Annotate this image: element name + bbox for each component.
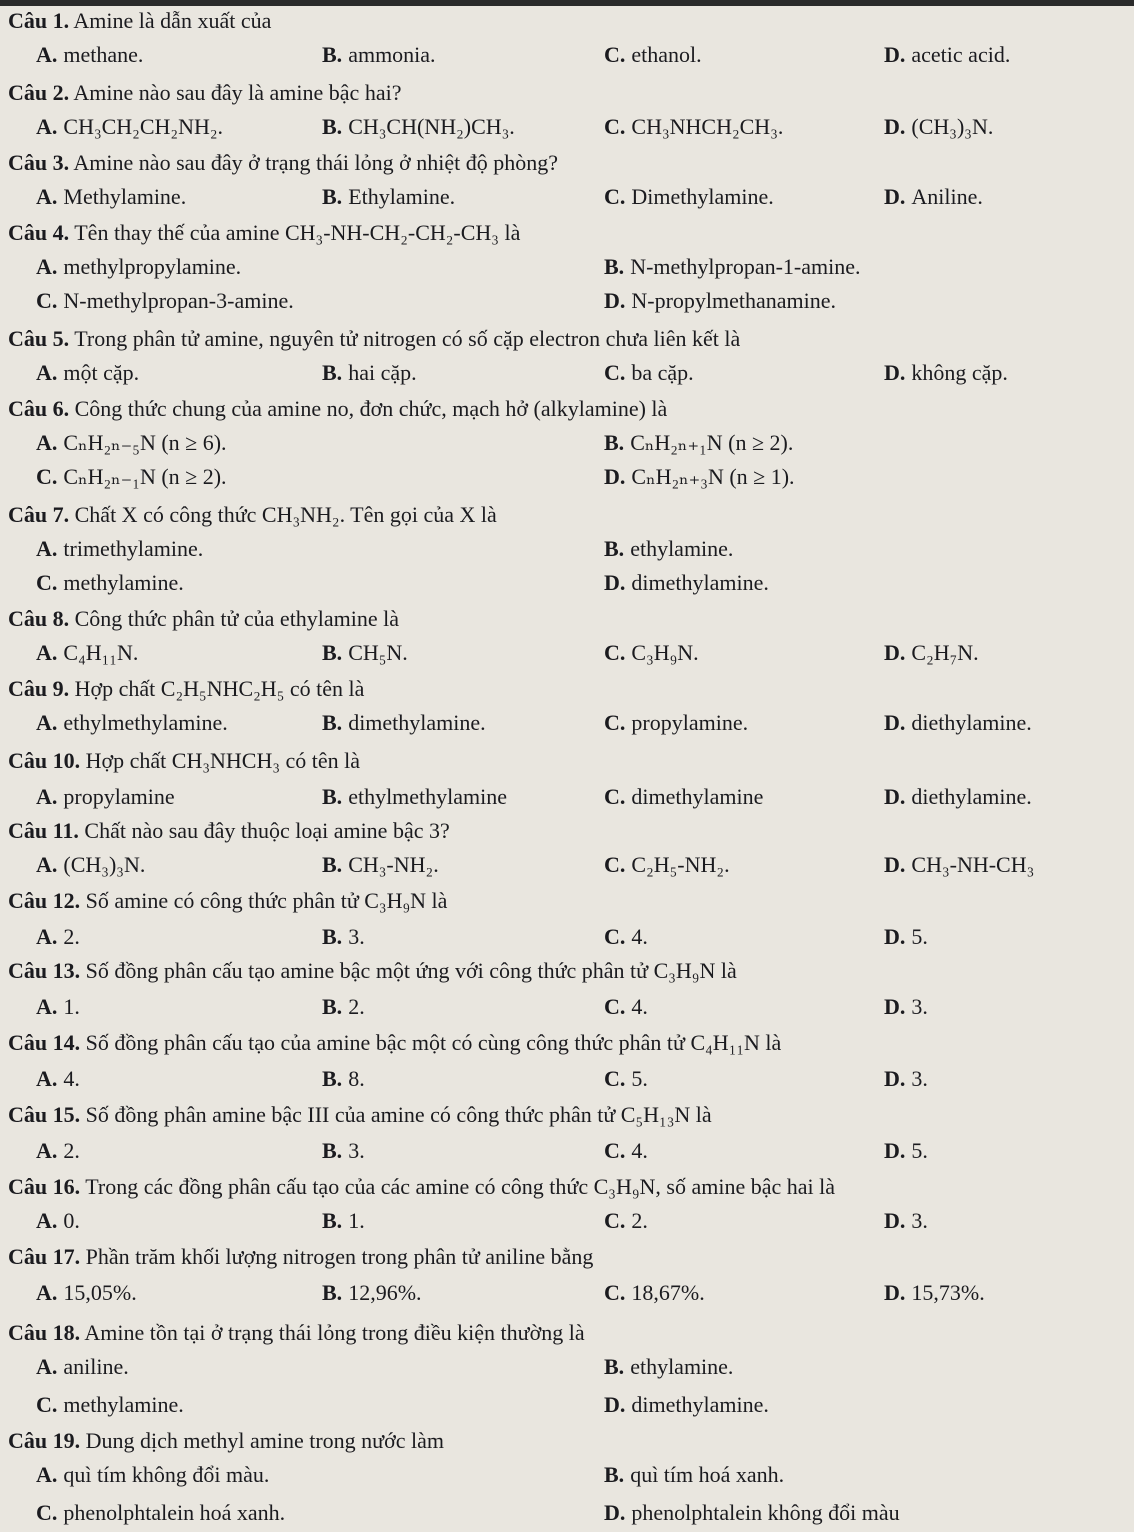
question-12-stem bbox=[8, 888, 447, 914]
option-text: 12,96%. bbox=[348, 1280, 422, 1305]
option-text: 0. bbox=[63, 1208, 80, 1233]
option-key: D. bbox=[884, 1138, 906, 1163]
option-text: ba cặp. bbox=[631, 360, 694, 385]
option-key: C. bbox=[604, 360, 626, 385]
option-text: (CH₃)₃N. bbox=[911, 114, 994, 139]
option-text: 3. bbox=[911, 1208, 928, 1233]
question-text: Công thức phân tử của ethylamine là bbox=[74, 606, 400, 631]
option-text: hai cặp. bbox=[348, 360, 417, 385]
option-key: A. bbox=[36, 1208, 58, 1233]
option-text: N-methylpropan-1-amine. bbox=[630, 254, 861, 279]
option-key: D. bbox=[604, 464, 626, 489]
option-key: C. bbox=[36, 570, 58, 595]
question-2-option-d bbox=[884, 114, 993, 140]
option-key: A. bbox=[36, 42, 58, 67]
question-5-option-b bbox=[322, 360, 417, 386]
option-text: aniline. bbox=[63, 1354, 129, 1379]
question-3-option-b bbox=[322, 184, 455, 210]
option-text: Methylamine. bbox=[63, 184, 187, 209]
option-key: B. bbox=[322, 710, 343, 735]
question-text: Amine là dẫn xuất của bbox=[73, 8, 272, 33]
option-text: 4. bbox=[631, 1138, 648, 1163]
question-3-stem bbox=[8, 150, 558, 176]
question-15-option-a bbox=[36, 1138, 80, 1164]
question-9-option-c bbox=[604, 710, 748, 736]
question-10-stem bbox=[8, 748, 360, 774]
question-text: Hợp chất CH₃NHCH₃ có tên là bbox=[85, 748, 361, 773]
option-text: CH₅N. bbox=[348, 640, 408, 665]
question-7-option-a bbox=[36, 536, 203, 562]
question-10-option-c bbox=[604, 784, 763, 810]
option-key: D. bbox=[884, 1066, 906, 1091]
question-9-option-b bbox=[322, 710, 486, 736]
option-text: ethylamine. bbox=[630, 1354, 734, 1379]
option-key: C. bbox=[604, 640, 626, 665]
question-5-option-c bbox=[604, 360, 694, 386]
question-19-stem bbox=[8, 1428, 444, 1454]
option-text: 3. bbox=[348, 1138, 365, 1163]
option-text: acetic acid. bbox=[911, 42, 1011, 67]
option-key: D. bbox=[884, 710, 906, 735]
question-15-option-c bbox=[604, 1138, 648, 1164]
question-14-option-c bbox=[604, 1066, 648, 1092]
option-key: D. bbox=[884, 114, 906, 139]
option-key: D. bbox=[604, 570, 626, 595]
question-number: Câu 14. bbox=[8, 1030, 81, 1055]
option-text: N-propylmethanamine. bbox=[631, 288, 837, 313]
question-number: Câu 18. bbox=[8, 1320, 81, 1345]
question-6-stem bbox=[8, 396, 667, 422]
question-12-option-b bbox=[322, 924, 365, 950]
option-text: 5. bbox=[631, 1066, 648, 1091]
question-17-option-a bbox=[36, 1280, 137, 1306]
option-text: phenolphtalein không đổi màu bbox=[631, 1500, 900, 1525]
question-16-stem bbox=[8, 1174, 835, 1200]
option-text: 4. bbox=[63, 1066, 80, 1091]
option-key: B. bbox=[322, 184, 343, 209]
question-7-option-c bbox=[36, 570, 184, 596]
option-text: CH₃CH(NH₂)CH₃. bbox=[348, 114, 515, 139]
question-8-option-a bbox=[36, 640, 138, 666]
option-text: ethylmethylamine. bbox=[63, 710, 228, 735]
option-text: methylamine. bbox=[63, 1392, 184, 1417]
option-text: CH₃-NH₂. bbox=[348, 852, 439, 877]
question-15-stem bbox=[8, 1102, 712, 1128]
option-key: D. bbox=[884, 42, 906, 67]
option-text: ethylamine. bbox=[630, 536, 734, 561]
option-key: B. bbox=[604, 254, 625, 279]
option-text: 3. bbox=[348, 924, 365, 949]
option-text: một cặp. bbox=[63, 360, 140, 385]
option-key: A. bbox=[36, 360, 58, 385]
question-text: Chất X có công thức CH₃NH₂. Tên gọi của X là bbox=[74, 502, 497, 527]
option-key: A. bbox=[36, 1138, 58, 1163]
option-text: CH₃NHCH₂CH₃. bbox=[631, 114, 784, 139]
question-11-option-a bbox=[36, 852, 145, 878]
question-16-option-c bbox=[604, 1208, 648, 1234]
question-18-stem bbox=[8, 1320, 585, 1346]
option-text: 2. bbox=[63, 1138, 80, 1163]
option-text: methylpropylamine. bbox=[63, 254, 242, 279]
option-text: phenolphtalein hoá xanh. bbox=[63, 1500, 286, 1525]
question-19-option-d bbox=[604, 1500, 900, 1526]
question-1-option-c bbox=[604, 42, 702, 68]
option-key: A. bbox=[36, 254, 58, 279]
question-6-option-d bbox=[604, 464, 795, 490]
option-key: B. bbox=[604, 1354, 625, 1379]
option-key: A. bbox=[36, 994, 58, 1019]
option-key: B. bbox=[322, 1066, 343, 1091]
question-6-option-b bbox=[604, 430, 793, 456]
question-10-option-d bbox=[884, 784, 1032, 810]
question-text: Công thức chung của amine no, đơn chức, mạch hở (alkylamine) là bbox=[74, 396, 668, 421]
question-5-option-d bbox=[884, 360, 1008, 386]
option-key: D. bbox=[884, 852, 906, 877]
option-text: Dimethylamine. bbox=[631, 184, 774, 209]
question-8-option-c bbox=[604, 640, 699, 666]
question-number: Câu 13. bbox=[8, 958, 81, 983]
question-7-option-d bbox=[604, 570, 769, 596]
question-14-stem bbox=[8, 1030, 781, 1056]
option-text: 1. bbox=[348, 1208, 365, 1233]
question-9-option-a bbox=[36, 710, 228, 736]
option-key: C. bbox=[604, 184, 626, 209]
option-key: A. bbox=[36, 1354, 58, 1379]
option-key: C. bbox=[604, 1066, 626, 1091]
question-17-option-d bbox=[884, 1280, 985, 1306]
question-12-option-d bbox=[884, 924, 928, 950]
option-key: D. bbox=[884, 184, 906, 209]
question-11-stem bbox=[8, 818, 450, 844]
question-15-option-d bbox=[884, 1138, 928, 1164]
option-key: B. bbox=[322, 114, 343, 139]
option-key: B. bbox=[604, 1462, 625, 1487]
question-18-option-c bbox=[36, 1392, 184, 1418]
option-text: 15,73%. bbox=[911, 1280, 985, 1305]
question-9-stem bbox=[8, 676, 364, 702]
option-text: 15,05%. bbox=[63, 1280, 137, 1305]
option-key: C. bbox=[604, 924, 626, 949]
option-key: C. bbox=[604, 42, 626, 67]
option-text: không cặp. bbox=[911, 360, 1008, 385]
option-key: B. bbox=[322, 1280, 343, 1305]
option-key: A. bbox=[36, 1066, 58, 1091]
option-key: D. bbox=[884, 994, 906, 1019]
option-key: B. bbox=[322, 994, 343, 1019]
question-text: Trong phân tử amine, nguyên tử nitrogen có số cặp electron chưa liên kết là bbox=[74, 326, 741, 351]
option-text: 2. bbox=[63, 924, 80, 949]
question-text: Số đồng phân amine bậc III của amine có công thức phân tử C₅H₁₃N là bbox=[85, 1102, 712, 1127]
question-5-stem bbox=[8, 326, 740, 352]
question-text: Phần trăm khối lượng nitrogen trong phân tử aniline bằng bbox=[85, 1244, 594, 1269]
option-key: A. bbox=[36, 1280, 58, 1305]
option-text: dimethylamine. bbox=[348, 710, 486, 735]
option-text: dimethylamine. bbox=[631, 570, 769, 595]
option-text: propylamine. bbox=[631, 710, 749, 735]
option-text: 4. bbox=[631, 924, 648, 949]
question-text: Số đồng phân cấu tạo của amine bậc một có cùng công thức phân tử C₄H₁₁N là bbox=[85, 1030, 782, 1055]
option-key: B. bbox=[322, 1138, 343, 1163]
option-text: dimethylamine. bbox=[631, 1392, 769, 1417]
question-10-option-b bbox=[322, 784, 507, 810]
question-number: Câu 15. bbox=[8, 1102, 81, 1127]
question-19-option-b bbox=[604, 1462, 784, 1488]
question-text: Tên thay thế của amine CH₃-NH-CH₂-CH₂-CH₃ là bbox=[74, 220, 521, 245]
option-key: D. bbox=[604, 1500, 626, 1525]
option-key: C. bbox=[36, 288, 58, 313]
option-key: C. bbox=[604, 1208, 626, 1233]
option-key: B. bbox=[322, 640, 343, 665]
option-key: B. bbox=[322, 784, 343, 809]
option-text: 5. bbox=[911, 924, 928, 949]
option-key: B. bbox=[604, 430, 625, 455]
option-key: A. bbox=[36, 430, 58, 455]
option-text: 3. bbox=[911, 1066, 928, 1091]
option-text: ethylmethylamine bbox=[348, 784, 508, 809]
option-text: 4. bbox=[631, 994, 648, 1019]
option-key: A. bbox=[36, 184, 58, 209]
option-text: ethanol. bbox=[631, 42, 702, 67]
option-text: 3. bbox=[911, 994, 928, 1019]
option-text: methane. bbox=[63, 42, 144, 67]
question-text: Số đồng phân cấu tạo amine bậc một ứng với công thức phân tử C₃H₉N là bbox=[85, 958, 737, 983]
option-key: B. bbox=[322, 852, 343, 877]
question-1-option-d bbox=[884, 42, 1010, 68]
option-text: CH₃-NH-CH₃ bbox=[911, 852, 1035, 877]
question-4-option-b bbox=[604, 254, 861, 280]
option-key: B. bbox=[322, 42, 343, 67]
option-text: 1. bbox=[63, 994, 80, 1019]
question-2-option-b bbox=[322, 114, 515, 140]
option-key: B. bbox=[322, 1208, 343, 1233]
option-key: C. bbox=[36, 464, 58, 489]
question-number: Câu 9. bbox=[8, 676, 70, 701]
option-key: D. bbox=[884, 924, 906, 949]
option-key: B. bbox=[322, 360, 343, 385]
option-text: 5. bbox=[911, 1138, 928, 1163]
question-16-option-b bbox=[322, 1208, 365, 1234]
question-7-stem bbox=[8, 502, 497, 528]
question-8-option-b bbox=[322, 640, 408, 666]
question-number: Câu 17. bbox=[8, 1244, 81, 1269]
option-key: A. bbox=[36, 710, 58, 735]
option-key: D. bbox=[884, 360, 906, 385]
question-17-stem bbox=[8, 1244, 593, 1270]
question-number: Câu 12. bbox=[8, 888, 81, 913]
question-1-stem bbox=[8, 8, 271, 34]
option-key: A. bbox=[36, 784, 58, 809]
question-text: Số amine có công thức phân tử C₃H₉N là bbox=[85, 888, 448, 913]
question-4-option-d bbox=[604, 288, 836, 314]
option-text: Aniline. bbox=[911, 184, 983, 209]
option-key: D. bbox=[884, 640, 906, 665]
question-17-option-b bbox=[322, 1280, 422, 1306]
option-key: A. bbox=[36, 1462, 58, 1487]
option-text: CₙH₂ₙ₊₁N (n ≥ 2). bbox=[630, 430, 794, 455]
question-14-option-b bbox=[322, 1066, 365, 1092]
option-key: A. bbox=[36, 640, 58, 665]
option-key: C. bbox=[604, 1138, 626, 1163]
option-text: N-methylpropan-3-amine. bbox=[63, 288, 294, 313]
option-key: D. bbox=[604, 1392, 626, 1417]
option-text: Ethylamine. bbox=[348, 184, 456, 209]
question-5-option-a bbox=[36, 360, 139, 386]
question-3-option-d bbox=[884, 184, 983, 210]
question-2-option-c bbox=[604, 114, 783, 140]
option-text: 8. bbox=[348, 1066, 365, 1091]
question-number: Câu 6. bbox=[8, 396, 70, 421]
option-text: quì tím hoá xanh. bbox=[630, 1462, 785, 1487]
question-4-option-a bbox=[36, 254, 241, 280]
option-key: D. bbox=[884, 784, 906, 809]
question-number: Câu 16. bbox=[8, 1174, 81, 1199]
question-text: Amine nào sau đây là amine bậc hai? bbox=[73, 80, 402, 105]
option-text: quì tím không đổi màu. bbox=[63, 1462, 270, 1487]
question-2-stem bbox=[8, 80, 401, 106]
question-number: Câu 1. bbox=[8, 8, 70, 33]
option-key: A. bbox=[36, 924, 58, 949]
option-text: ammonia. bbox=[348, 42, 436, 67]
question-number: Câu 2. bbox=[8, 80, 70, 105]
option-text: diethylamine. bbox=[911, 710, 1032, 735]
option-text: CₙH₂ₙ₊₃N (n ≥ 1). bbox=[631, 464, 795, 489]
option-key: A. bbox=[36, 536, 58, 561]
option-key: C. bbox=[604, 710, 626, 735]
question-10-option-a bbox=[36, 784, 175, 810]
question-1-option-a bbox=[36, 42, 143, 68]
question-number: Câu 19. bbox=[8, 1428, 81, 1453]
option-key: D. bbox=[884, 1280, 906, 1305]
option-key: A. bbox=[36, 852, 58, 877]
question-13-stem bbox=[8, 958, 737, 984]
question-number: Câu 8. bbox=[8, 606, 70, 631]
question-4-stem bbox=[8, 220, 520, 246]
question-2-option-a bbox=[36, 114, 223, 140]
question-11-option-d bbox=[884, 852, 1034, 878]
question-18-option-a bbox=[36, 1354, 129, 1380]
question-number: Câu 5. bbox=[8, 326, 70, 351]
option-key: D. bbox=[884, 1208, 906, 1233]
option-text: 2. bbox=[348, 994, 365, 1019]
question-text: Trong các đồng phân cấu tạo của các amine có công thức C₃H₉N, số amine bậc hai là bbox=[85, 1174, 835, 1199]
question-7-option-b bbox=[604, 536, 733, 562]
option-key: B. bbox=[322, 924, 343, 949]
option-key: C. bbox=[36, 1500, 58, 1525]
question-text: Amine tồn tại ở trạng thái lỏng trong điều kiện thường là bbox=[84, 1320, 585, 1345]
question-1-option-b bbox=[322, 42, 436, 68]
question-11-option-b bbox=[322, 852, 439, 878]
option-text: C₂H₇N. bbox=[911, 640, 979, 665]
question-15-option-b bbox=[322, 1138, 365, 1164]
option-key: C. bbox=[604, 852, 626, 877]
option-text: C₂H₅-NH₂. bbox=[631, 852, 730, 877]
option-text: diethylamine. bbox=[911, 784, 1032, 809]
question-number: Câu 3. bbox=[8, 150, 70, 175]
option-key: A. bbox=[36, 114, 58, 139]
option-key: B. bbox=[604, 536, 625, 561]
option-key: C. bbox=[36, 1392, 58, 1417]
question-8-stem bbox=[8, 606, 399, 632]
question-18-option-d bbox=[604, 1392, 769, 1418]
option-text: C₄H₁₁N. bbox=[63, 640, 139, 665]
question-13-option-a bbox=[36, 994, 80, 1020]
question-16-option-a bbox=[36, 1208, 80, 1234]
option-text: (CH₃)₃N. bbox=[63, 852, 146, 877]
question-17-option-c bbox=[604, 1280, 705, 1306]
question-19-option-c bbox=[36, 1500, 285, 1526]
option-key: D. bbox=[604, 288, 626, 313]
option-text: C₃H₉N. bbox=[631, 640, 699, 665]
option-text: CₙH₂ₙ₋₅N (n ≥ 6). bbox=[63, 430, 227, 455]
question-14-option-d bbox=[884, 1066, 928, 1092]
question-number: Câu 10. bbox=[8, 748, 81, 773]
option-key: C. bbox=[604, 1280, 626, 1305]
question-6-option-c bbox=[36, 464, 227, 490]
option-text: trimethylamine. bbox=[63, 536, 204, 561]
question-text: Hợp chất C₂H₅NHC₂H₅ có tên là bbox=[74, 676, 365, 701]
option-text: propylamine bbox=[63, 784, 175, 809]
question-text: Chất nào sau đây thuộc loại amine bậc 3? bbox=[84, 818, 450, 843]
option-text: CH₃CH₂CH₂NH₂. bbox=[63, 114, 224, 139]
question-12-option-a bbox=[36, 924, 80, 950]
question-19-option-a bbox=[36, 1462, 269, 1488]
question-14-option-a bbox=[36, 1066, 80, 1092]
option-key: C. bbox=[604, 784, 626, 809]
question-13-option-d bbox=[884, 994, 928, 1020]
option-text: dimethylamine bbox=[631, 784, 764, 809]
option-text: CₙH₂ₙ₋₁N (n ≥ 2). bbox=[63, 464, 227, 489]
option-key: C. bbox=[604, 114, 626, 139]
question-12-option-c bbox=[604, 924, 648, 950]
question-text: Amine nào sau đây ở trạng thái lỏng ở nhiệt độ phòng? bbox=[73, 150, 558, 175]
option-text: methylamine. bbox=[63, 570, 184, 595]
question-number: Câu 7. bbox=[8, 502, 70, 527]
option-text: 18,67%. bbox=[631, 1280, 705, 1305]
question-8-option-d bbox=[884, 640, 979, 666]
question-text: Dung dịch methyl amine trong nước làm bbox=[85, 1428, 444, 1453]
question-number: Câu 4. bbox=[8, 220, 70, 245]
question-18-option-b bbox=[604, 1354, 733, 1380]
option-key: C. bbox=[604, 994, 626, 1019]
question-16-option-d bbox=[884, 1208, 928, 1234]
question-13-option-b bbox=[322, 994, 365, 1020]
option-text: 2. bbox=[631, 1208, 648, 1233]
question-13-option-c bbox=[604, 994, 648, 1020]
question-6-option-a bbox=[36, 430, 227, 456]
question-11-option-c bbox=[604, 852, 730, 878]
question-number: Câu 11. bbox=[8, 818, 79, 843]
question-4-option-c bbox=[36, 288, 294, 314]
question-3-option-a bbox=[36, 184, 186, 210]
question-3-option-c bbox=[604, 184, 774, 210]
question-9-option-d bbox=[884, 710, 1032, 736]
